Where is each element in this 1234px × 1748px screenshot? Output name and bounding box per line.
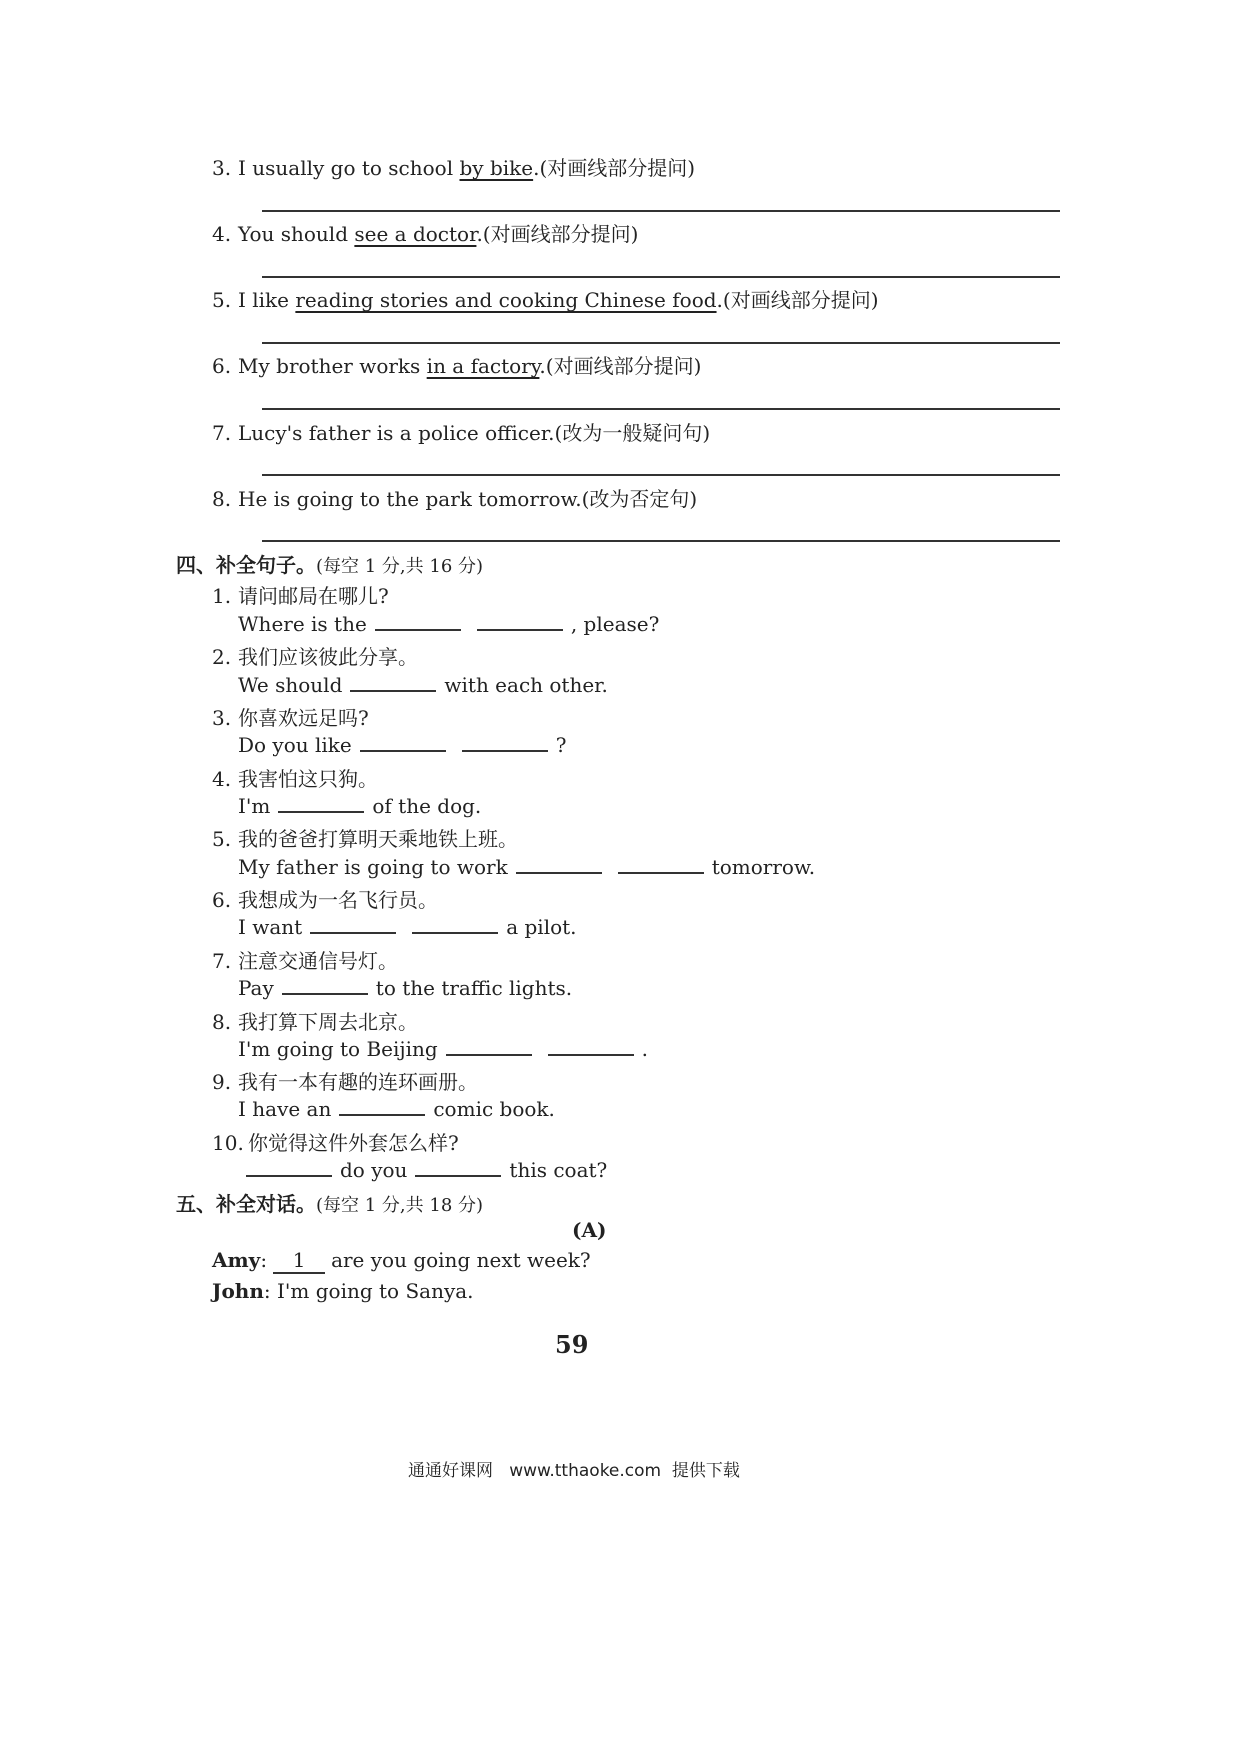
s4-item-8-chinese: 8. 我打算下周去北京。 <box>212 1010 418 1034</box>
question-8: 8. He is going to the park tomorrow.(改为否定句) <box>212 487 698 511</box>
s4-item-2-english: We should with each other. <box>238 673 608 697</box>
answer-line <box>262 210 1060 212</box>
blank[interactable] <box>310 914 396 934</box>
s4-item-9-chinese: 9. 我有一本有趣的连环画册。 <box>212 1070 478 1094</box>
blank[interactable] <box>618 854 704 874</box>
blank[interactable] <box>360 732 446 752</box>
s4-item-9-english: I have an comic book. <box>238 1097 555 1121</box>
blank[interactable] <box>282 975 368 995</box>
s4-item-4-chinese: 4. 我害怕这只狗。 <box>212 767 378 791</box>
s4-item-7-chinese: 7. 注意交通信号灯。 <box>212 949 398 973</box>
s4-item-3-english: Do you like ? <box>238 733 567 757</box>
s4-item-6-chinese: 6. 我想成为一名飞行员。 <box>212 888 438 912</box>
question-7: 7. Lucy's father is a police officer.(改为一般疑问句) <box>212 421 711 445</box>
blank[interactable] <box>462 732 548 752</box>
dialog-line-1: Amy: 1 are you going next week? <box>212 1248 591 1272</box>
s4-item-8-english: I'm going to Beijing . <box>238 1037 649 1061</box>
blank[interactable] <box>548 1036 634 1056</box>
blank[interactable] <box>446 1036 532 1056</box>
section-5-heading: 五、补全对话。(每空 1 分,共 18 分) <box>176 1192 484 1216</box>
blank[interactable] <box>516 854 602 874</box>
question-5: 5. I like reading stories and cooking Chinese food.(对画线部分提问) <box>212 288 879 312</box>
question-6: 6. My brother works in a factory.(对画线部分提问) <box>212 354 702 378</box>
s4-item-6-english: I want a pilot. <box>238 915 577 939</box>
question-4: 4. You should see a doctor.(对画线部分提问) <box>212 222 639 246</box>
s4-item-5-chinese: 5. 我的爸爸打算明天乘地铁上班。 <box>212 827 518 851</box>
page-number: 59 <box>555 1330 589 1359</box>
footer-credit: 通通好课网 www.tthaoke.com 提供下载 <box>408 1461 740 1481</box>
blank[interactable] <box>477 611 563 631</box>
answer-line <box>262 276 1060 278</box>
answer-line <box>262 408 1060 410</box>
dialog-line-2: John: I'm going to Sanya. <box>212 1279 474 1303</box>
blank[interactable] <box>339 1096 425 1116</box>
s4-item-3-chinese: 3. 你喜欢远足吗? <box>212 706 369 730</box>
answer-line <box>262 474 1060 476</box>
s4-item-10-chinese: 10. 你觉得这件外套怎么样? <box>212 1131 459 1155</box>
s4-item-1-chinese: 1. 请问邮局在哪儿? <box>212 584 389 608</box>
s4-item-1-english: Where is the , please? <box>238 612 660 636</box>
dialog-part-label: (A) <box>572 1218 607 1242</box>
s4-item-5-english: My father is going to work tomorrow. <box>238 855 816 879</box>
section-4-heading: 四、补全句子。(每空 1 分,共 16 分) <box>176 553 484 577</box>
blank[interactable] <box>412 914 498 934</box>
blank[interactable] <box>246 1157 332 1177</box>
s4-item-4-english: I'm of the dog. <box>238 794 482 818</box>
answer-line <box>262 540 1060 542</box>
s4-item-2-chinese: 2. 我们应该彼此分享。 <box>212 645 418 669</box>
blank[interactable] <box>415 1157 501 1177</box>
s4-item-7-english: Pay to the traffic lights. <box>238 976 573 1000</box>
s4-item-10-english: do you this coat? <box>238 1157 607 1182</box>
answer-line <box>262 342 1060 344</box>
blank[interactable] <box>278 793 364 813</box>
question-3: 3. I usually go to school by bike.(对画线部分提问) <box>212 156 696 180</box>
blank[interactable] <box>375 611 461 631</box>
blank[interactable] <box>350 672 436 692</box>
